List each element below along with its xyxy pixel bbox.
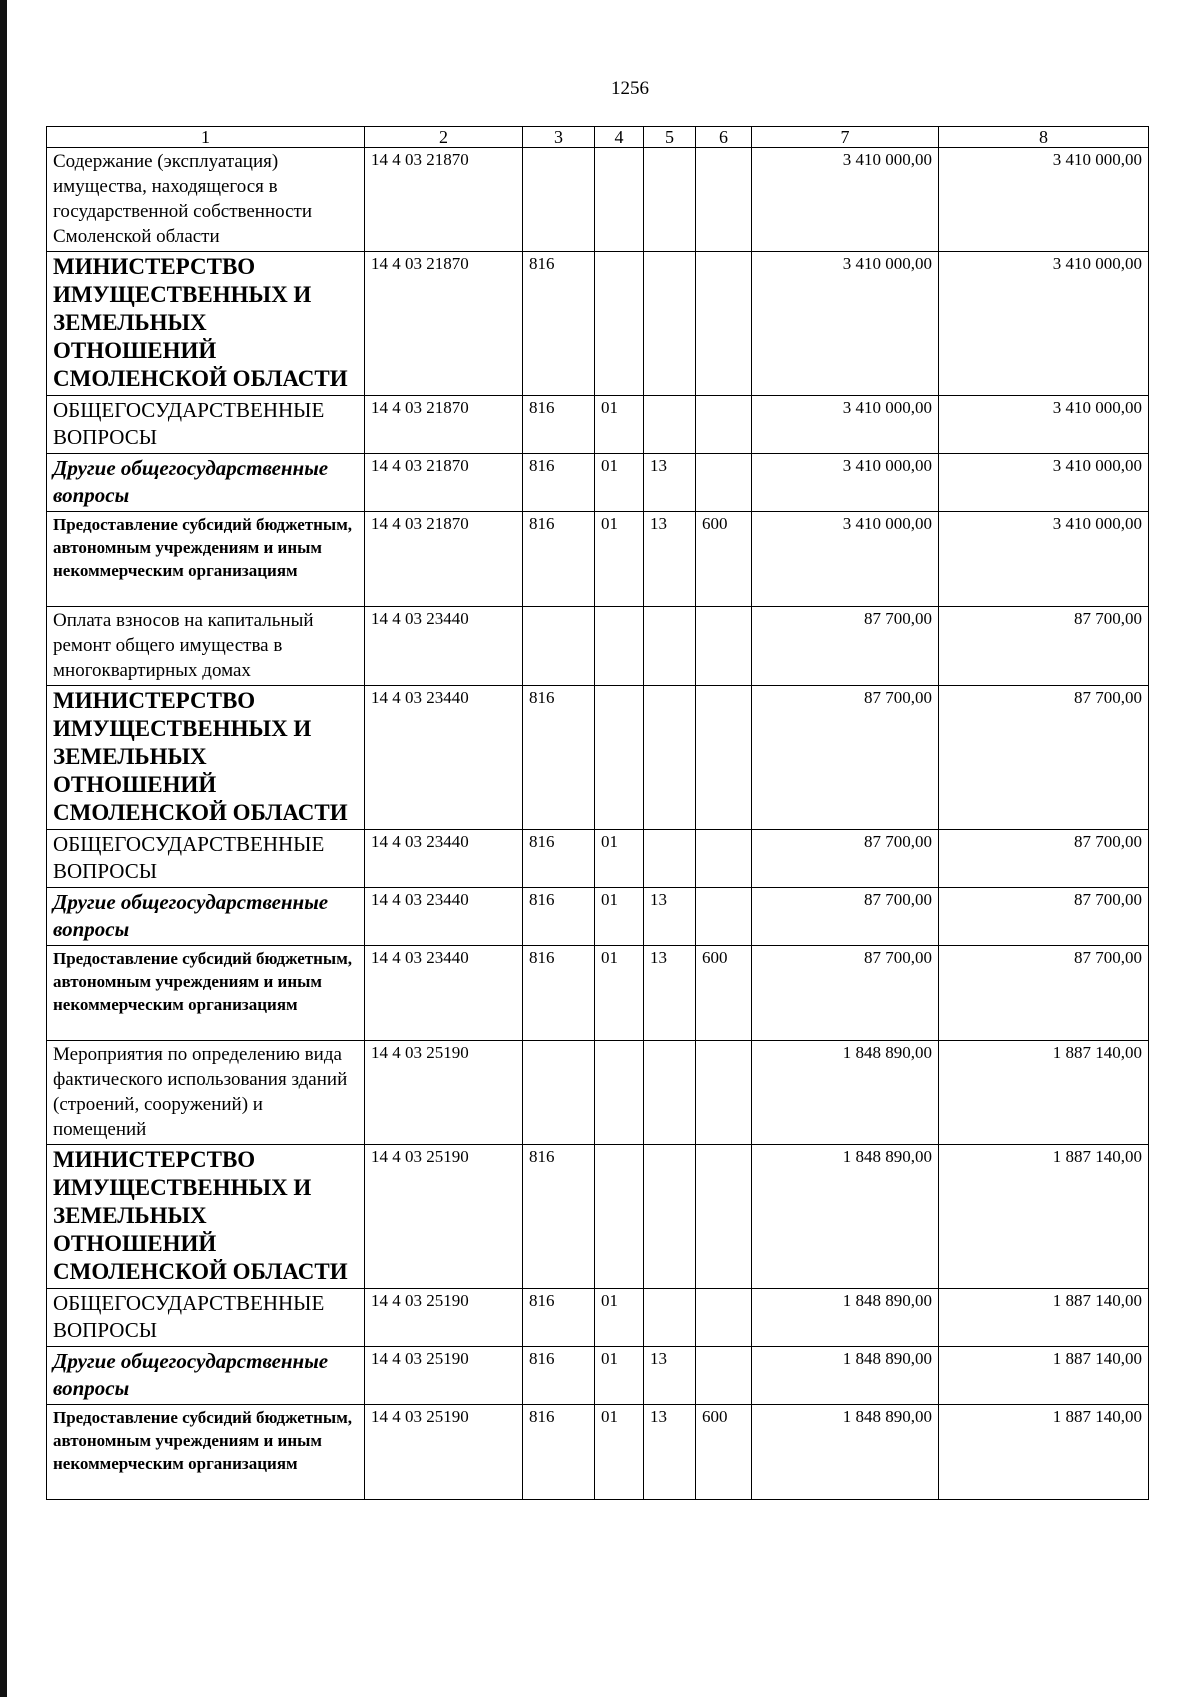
row-name-cell: ОБЩЕГОСУДАРСТВЕННЫЕ ВОПРОСЫ: [47, 1289, 365, 1347]
amount-year-2-cell: 87 700,00: [939, 686, 1149, 830]
amount-year-2-cell: 3 410 000,00: [939, 252, 1149, 396]
ministry-code-cell: 816: [523, 686, 595, 830]
section-code-cell: [595, 252, 644, 396]
table-row: [47, 888, 1149, 946]
table-row: [47, 512, 1149, 607]
target-code-cell: 14 4 03 25190: [365, 1145, 523, 1289]
column-header: 4: [595, 127, 644, 148]
ministry-code-cell: 816: [523, 396, 595, 454]
ministry-code-cell: [523, 148, 595, 252]
row-name-cell: Предоставление субсидий бюджетным, автономным учреждениям и иным некоммерческим организациям: [47, 512, 365, 607]
row-name-cell: Другие общегосударственные вопросы: [47, 888, 365, 946]
target-code-cell: 14 4 03 23440: [365, 830, 523, 888]
target-code-cell: 14 4 03 23440: [365, 607, 523, 686]
amount-year-2-cell: 3 410 000,00: [939, 396, 1149, 454]
target-code-cell: 14 4 03 21870: [365, 454, 523, 512]
section-code-cell: 01: [595, 1347, 644, 1405]
target-code-cell: 14 4 03 21870: [365, 512, 523, 607]
amount-year-2-cell: 87 700,00: [939, 830, 1149, 888]
section-code-cell: 01: [595, 946, 644, 1041]
table-row: [47, 607, 1149, 686]
expense-kind-cell: [696, 148, 752, 252]
amount-year-2-cell: 1 887 140,00: [939, 1347, 1149, 1405]
amount-year-2-cell: 87 700,00: [939, 946, 1149, 1041]
row-name-cell: Мероприятия по определению вида фактического использования зданий (строений, сооружений) и помещений: [47, 1041, 365, 1145]
budget-table: [46, 126, 1149, 1500]
amount-year-1-cell: 3 410 000,00: [752, 252, 939, 396]
table-row: [47, 148, 1149, 252]
table-row: [47, 946, 1149, 1041]
amount-year-2-cell: 1 887 140,00: [939, 1145, 1149, 1289]
section-code-cell: 01: [595, 396, 644, 454]
row-name-cell: Другие общегосударственные вопросы: [47, 454, 365, 512]
amount-year-2-cell: 87 700,00: [939, 888, 1149, 946]
amount-year-1-cell: 3 410 000,00: [752, 454, 939, 512]
amount-year-2-cell: 1 887 140,00: [939, 1405, 1149, 1500]
section-code-cell: [595, 607, 644, 686]
amount-year-2-cell: 87 700,00: [939, 607, 1149, 686]
target-code-cell: 14 4 03 25190: [365, 1347, 523, 1405]
subsection-code-cell: [644, 830, 696, 888]
subsection-code-cell: 13: [644, 1347, 696, 1405]
ministry-code-cell: 816: [523, 830, 595, 888]
target-code-cell: 14 4 03 21870: [365, 252, 523, 396]
subsection-code-cell: 13: [644, 946, 696, 1041]
amount-year-1-cell: 87 700,00: [752, 607, 939, 686]
table-body: [47, 127, 1149, 1500]
expense-kind-cell: [696, 1041, 752, 1145]
amount-year-1-cell: 1 848 890,00: [752, 1145, 939, 1289]
column-header: 2: [365, 127, 523, 148]
expense-kind-cell: [696, 607, 752, 686]
subsection-code-cell: 13: [644, 1405, 696, 1500]
table-row: [47, 830, 1149, 888]
section-code-cell: [595, 686, 644, 830]
subsection-code-cell: [644, 607, 696, 686]
scan-edge: [0, 0, 7, 1697]
expense-kind-cell: 600: [696, 946, 752, 1041]
section-code-cell: [595, 1145, 644, 1289]
amount-year-1-cell: 1 848 890,00: [752, 1041, 939, 1145]
column-header: 6: [696, 127, 752, 148]
expense-kind-cell: 600: [696, 1405, 752, 1500]
row-name-cell: Другие общегосударственные вопросы: [47, 1347, 365, 1405]
target-code-cell: 14 4 03 21870: [365, 148, 523, 252]
ministry-code-cell: 816: [523, 252, 595, 396]
ministry-code-cell: 816: [523, 946, 595, 1041]
expense-kind-cell: 600: [696, 512, 752, 607]
ministry-code-cell: 816: [523, 454, 595, 512]
amount-year-1-cell: 87 700,00: [752, 686, 939, 830]
section-code-cell: 01: [595, 888, 644, 946]
expense-kind-cell: [696, 252, 752, 396]
section-code-cell: 01: [595, 1289, 644, 1347]
subsection-code-cell: [644, 252, 696, 396]
subsection-code-cell: [644, 396, 696, 454]
column-header: 5: [644, 127, 696, 148]
section-code-cell: [595, 1041, 644, 1145]
column-header: 8: [939, 127, 1149, 148]
amount-year-2-cell: 3 410 000,00: [939, 148, 1149, 252]
subsection-code-cell: [644, 1145, 696, 1289]
table-row: [47, 396, 1149, 454]
target-code-cell: 14 4 03 25190: [365, 1405, 523, 1500]
table-row: [47, 1347, 1149, 1405]
ministry-code-cell: 816: [523, 1145, 595, 1289]
subsection-code-cell: [644, 686, 696, 830]
row-name-cell: ОБЩЕГОСУДАРСТВЕННЫЕ ВОПРОСЫ: [47, 396, 365, 454]
expense-kind-cell: [696, 396, 752, 454]
amount-year-1-cell: 3 410 000,00: [752, 512, 939, 607]
table-header-row: [47, 127, 1149, 148]
expense-kind-cell: [696, 454, 752, 512]
subsection-code-cell: [644, 1289, 696, 1347]
ministry-code-cell: 816: [523, 1289, 595, 1347]
ministry-code-cell: [523, 607, 595, 686]
expense-kind-cell: [696, 1347, 752, 1405]
expense-kind-cell: [696, 1289, 752, 1347]
ministry-code-cell: 816: [523, 1347, 595, 1405]
subsection-code-cell: 13: [644, 888, 696, 946]
target-code-cell: 14 4 03 23440: [365, 888, 523, 946]
table-row: [47, 1041, 1149, 1145]
ministry-code-cell: [523, 1041, 595, 1145]
row-name-cell: МИНИСТЕРСТВО ИМУЩЕСТВЕННЫХ И ЗЕМЕЛЬНЫХ ОТНОШЕНИЙ СМОЛЕНСКОЙ ОБЛАСТИ: [47, 252, 365, 396]
amount-year-1-cell: 1 848 890,00: [752, 1289, 939, 1347]
table-row: [47, 1405, 1149, 1500]
row-name-cell: Оплата взносов на капитальный ремонт общего имущества в многоквартирных домах: [47, 607, 365, 686]
table-row: [47, 1145, 1149, 1289]
amount-year-2-cell: 3 410 000,00: [939, 512, 1149, 607]
column-header: 1: [47, 127, 365, 148]
row-name-cell: Предоставление субсидий бюджетным, автономным учреждениям и иным некоммерческим организациям: [47, 1405, 365, 1500]
amount-year-1-cell: 3 410 000,00: [752, 396, 939, 454]
table-row: [47, 454, 1149, 512]
row-name-cell: ОБЩЕГОСУДАРСТВЕННЫЕ ВОПРОСЫ: [47, 830, 365, 888]
column-header: 3: [523, 127, 595, 148]
amount-year-1-cell: 87 700,00: [752, 888, 939, 946]
page-number: 1256: [611, 78, 649, 99]
ministry-code-cell: 816: [523, 1405, 595, 1500]
target-code-cell: 14 4 03 23440: [365, 686, 523, 830]
expense-kind-cell: [696, 1145, 752, 1289]
section-code-cell: 01: [595, 454, 644, 512]
subsection-code-cell: 13: [644, 512, 696, 607]
amount-year-1-cell: 87 700,00: [752, 946, 939, 1041]
row-name-cell: МИНИСТЕРСТВО ИМУЩЕСТВЕННЫХ И ЗЕМЕЛЬНЫХ ОТНОШЕНИЙ СМОЛЕНСКОЙ ОБЛАСТИ: [47, 686, 365, 830]
table-row: [47, 252, 1149, 396]
target-code-cell: 14 4 03 25190: [365, 1289, 523, 1347]
table-row: [47, 686, 1149, 830]
target-code-cell: 14 4 03 25190: [365, 1041, 523, 1145]
section-code-cell: 01: [595, 1405, 644, 1500]
amount-year-1-cell: 3 410 000,00: [752, 148, 939, 252]
amount-year-1-cell: 1 848 890,00: [752, 1347, 939, 1405]
amount-year-1-cell: 87 700,00: [752, 830, 939, 888]
expense-kind-cell: [696, 830, 752, 888]
expense-kind-cell: [696, 686, 752, 830]
ministry-code-cell: 816: [523, 888, 595, 946]
expense-kind-cell: [696, 888, 752, 946]
column-header: 7: [752, 127, 939, 148]
amount-year-2-cell: 1 887 140,00: [939, 1041, 1149, 1145]
ministry-code-cell: 816: [523, 512, 595, 607]
subsection-code-cell: [644, 148, 696, 252]
row-name-cell: Предоставление субсидий бюджетным, автономным учреждениям и иным некоммерческим организациям: [47, 946, 365, 1041]
amount-year-2-cell: 3 410 000,00: [939, 454, 1149, 512]
table-row: [47, 1289, 1149, 1347]
section-code-cell: 01: [595, 512, 644, 607]
section-code-cell: [595, 148, 644, 252]
section-code-cell: 01: [595, 830, 644, 888]
target-code-cell: 14 4 03 21870: [365, 396, 523, 454]
subsection-code-cell: [644, 1041, 696, 1145]
amount-year-2-cell: 1 887 140,00: [939, 1289, 1149, 1347]
target-code-cell: 14 4 03 23440: [365, 946, 523, 1041]
row-name-cell: Содержание (эксплуатация) имущества, находящегося в государственной собственности Смоленской области: [47, 148, 365, 252]
row-name-cell: МИНИСТЕРСТВО ИМУЩЕСТВЕННЫХ И ЗЕМЕЛЬНЫХ ОТНОШЕНИЙ СМОЛЕНСКОЙ ОБЛАСТИ: [47, 1145, 365, 1289]
amount-year-1-cell: 1 848 890,00: [752, 1405, 939, 1500]
subsection-code-cell: 13: [644, 454, 696, 512]
